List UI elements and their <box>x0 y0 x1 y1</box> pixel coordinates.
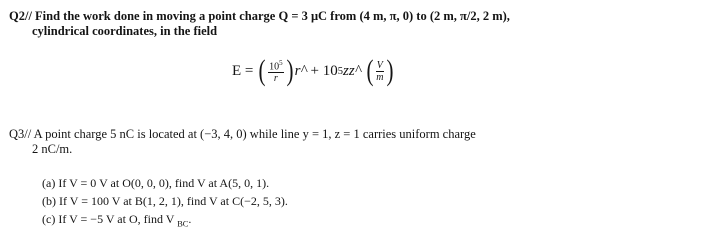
frac2-numerator: V <box>376 59 383 71</box>
q2-text-line2: cylindrical coordinates, in the field <box>32 24 218 38</box>
equation-lhs: E = <box>232 62 254 79</box>
left-paren: ( <box>258 54 266 87</box>
item-c-prefix: (c) If V = −5 V at O, find V <box>42 212 175 226</box>
fraction-10e5-over-r <box>268 58 284 84</box>
fraction-v-over-m <box>376 60 384 83</box>
q3-item-a: (a) If V = 0 V at O(0, 0, 0), find V at A(5, 0, 1). <box>42 176 270 190</box>
item-c-subscript: BC <box>177 219 189 229</box>
frac2-denominator: m <box>376 71 384 83</box>
plus-sign: + <box>310 62 320 79</box>
item-c-suffix: . <box>188 212 192 226</box>
q3-text-line1: Q3// A point charge 5 nC is located at (−3, 4, 0) while line y = 1, z = 1 carries uniform charge <box>9 127 476 141</box>
field-equation <box>232 56 395 96</box>
term2-coefficient: 10 <box>322 62 338 79</box>
right-paren: ) <box>286 54 294 87</box>
unit-vector-r: r^ <box>294 62 307 79</box>
q3-text-line2: 2 nC/m. <box>32 142 73 156</box>
q3-item-b: (b) If V = 100 V at B(1, 2, 1), find V at C(−2, 5, 3). <box>42 194 288 208</box>
frac1-exponent: 5 <box>279 58 283 67</box>
q3-item-c <box>42 212 191 231</box>
frac1-numerator: 10 <box>269 61 280 73</box>
right-paren-2: ) <box>386 54 394 87</box>
q2-text-line1: Q2// Find the work done in moving a point charge Q = 3 μC from (4 m, π, 0) to (2 m, π/2, 2 m), <box>9 9 510 23</box>
left-paren-2: ( <box>366 54 374 87</box>
unit-vector-z: zz^ <box>343 62 362 79</box>
term2-exponent: 5 <box>337 65 344 77</box>
frac1-denominator: r <box>273 73 278 85</box>
